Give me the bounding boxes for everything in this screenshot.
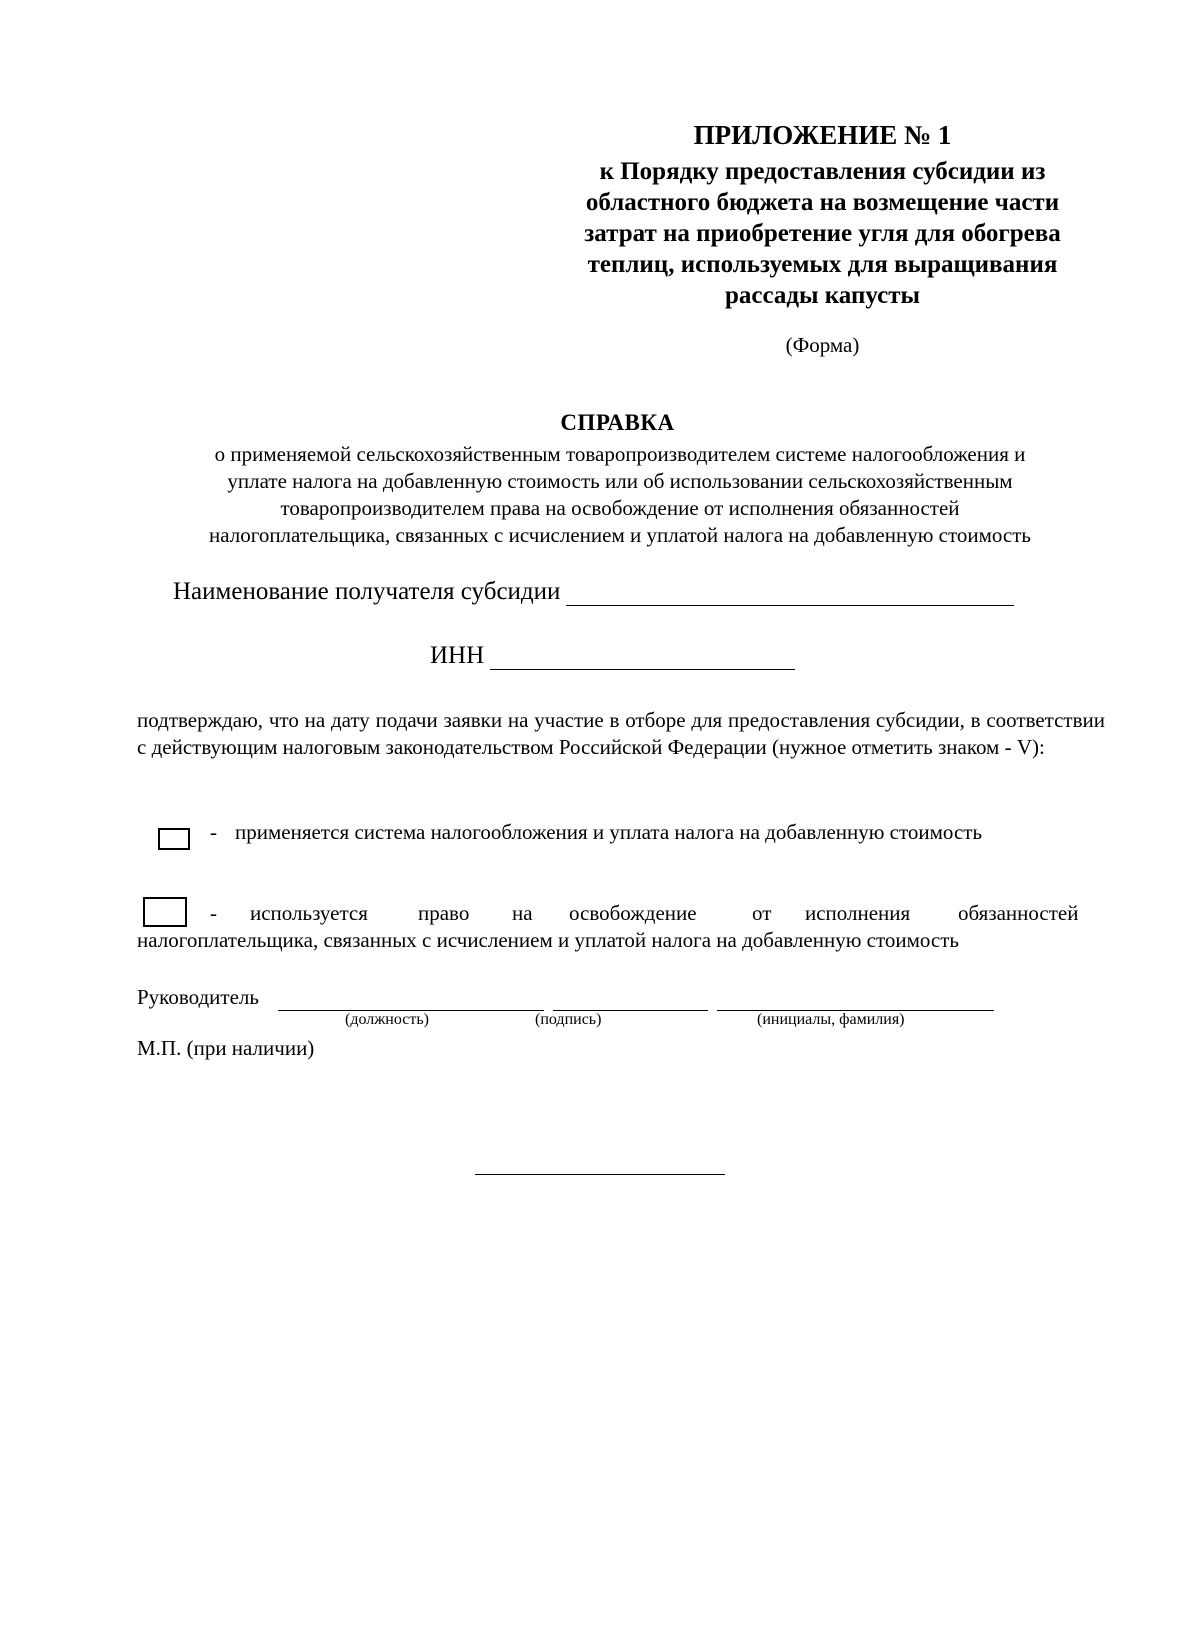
- appendix-subtitle-line: теплиц, используемых для выращивания: [587, 251, 1058, 278]
- closing-separator: [475, 1174, 725, 1175]
- option-exemption-word: право: [418, 901, 470, 925]
- option-exemption-word: освобождение: [569, 901, 697, 925]
- stamp-label: М.П. (при наличии): [137, 1036, 315, 1060]
- appendix-title: ПРИЛОЖЕНИЕ № 1: [693, 120, 952, 150]
- option-vat-text: применяется система налогообложения и уплата налога на добавленную стоимость: [235, 820, 983, 844]
- certificate-subtitle-line: о применяемой сельскохозяйственным товаропроизводителем системе налогообложения и: [214, 442, 1026, 466]
- option-exemption-word: на: [512, 901, 533, 925]
- head-label: Руководитель: [137, 985, 259, 1009]
- option-exemption-dash: -: [210, 901, 217, 925]
- option-exemption-checkbox[interactable]: [143, 897, 187, 927]
- option-vat-checkbox[interactable]: [158, 828, 190, 850]
- appendix-subtitle-line: затрат на приобретение угля для обогрева: [584, 220, 1061, 247]
- certificate-subtitle-line: товаропроизводителем права на освобождение от исполнения обязанностей: [280, 496, 960, 520]
- option-exemption-text-line2: налогоплательщика, связанных с исчислением и уплатой налога на добавленную стоимость: [137, 928, 959, 952]
- recipient-input-line[interactable]: [566, 581, 1014, 606]
- certificate-subtitle: [140, 441, 1100, 549]
- option-exemption-word: от: [752, 901, 772, 925]
- inn-field: [430, 642, 795, 670]
- appendix-subtitle-line: областного бюджета на возмещение части: [585, 189, 1060, 216]
- option-exemption-word: обязанностей: [958, 901, 1079, 925]
- certificate-title: СПРАВКА: [560, 410, 675, 435]
- certificate-subtitle-line: налогоплательщика, связанных с исчислением и уплатой налога на добавленную стоимость: [209, 523, 1031, 547]
- inn-label: ИНН: [430, 642, 485, 669]
- option-exemption-word: исполнения: [805, 901, 911, 925]
- appendix-subtitle-line: рассады капусты: [724, 282, 921, 309]
- appendix-subtitle: [540, 156, 1105, 311]
- recipient-label: Наименование получателя субсидии: [173, 578, 561, 605]
- certificate-subtitle-line: уплате налога на добавленную стоимость или об использовании сельскохозяйственным: [227, 469, 1013, 493]
- position-caption: (должность): [345, 1011, 429, 1028]
- confirmation-text: подтверждаю, что на дату подачи заявки на участие в отборе для предоставления субсидии, в соответствии с действующим налоговым законодательством Российской Федерации (нужное отметить знаком - V):: [137, 708, 1105, 759]
- signature-caption: (подпись): [535, 1011, 602, 1028]
- option-exemption-word: используется: [250, 901, 368, 925]
- appendix-header: [540, 118, 1105, 311]
- option-vat-dash: -: [210, 820, 217, 844]
- name-caption: (инициалы, фамилия): [757, 1011, 905, 1028]
- form-note: (Форма): [785, 333, 860, 357]
- appendix-subtitle-line: к Порядку предоставления субсидии из: [599, 158, 1046, 185]
- recipient-field: [173, 578, 1014, 606]
- inn-input-line[interactable]: [490, 645, 795, 670]
